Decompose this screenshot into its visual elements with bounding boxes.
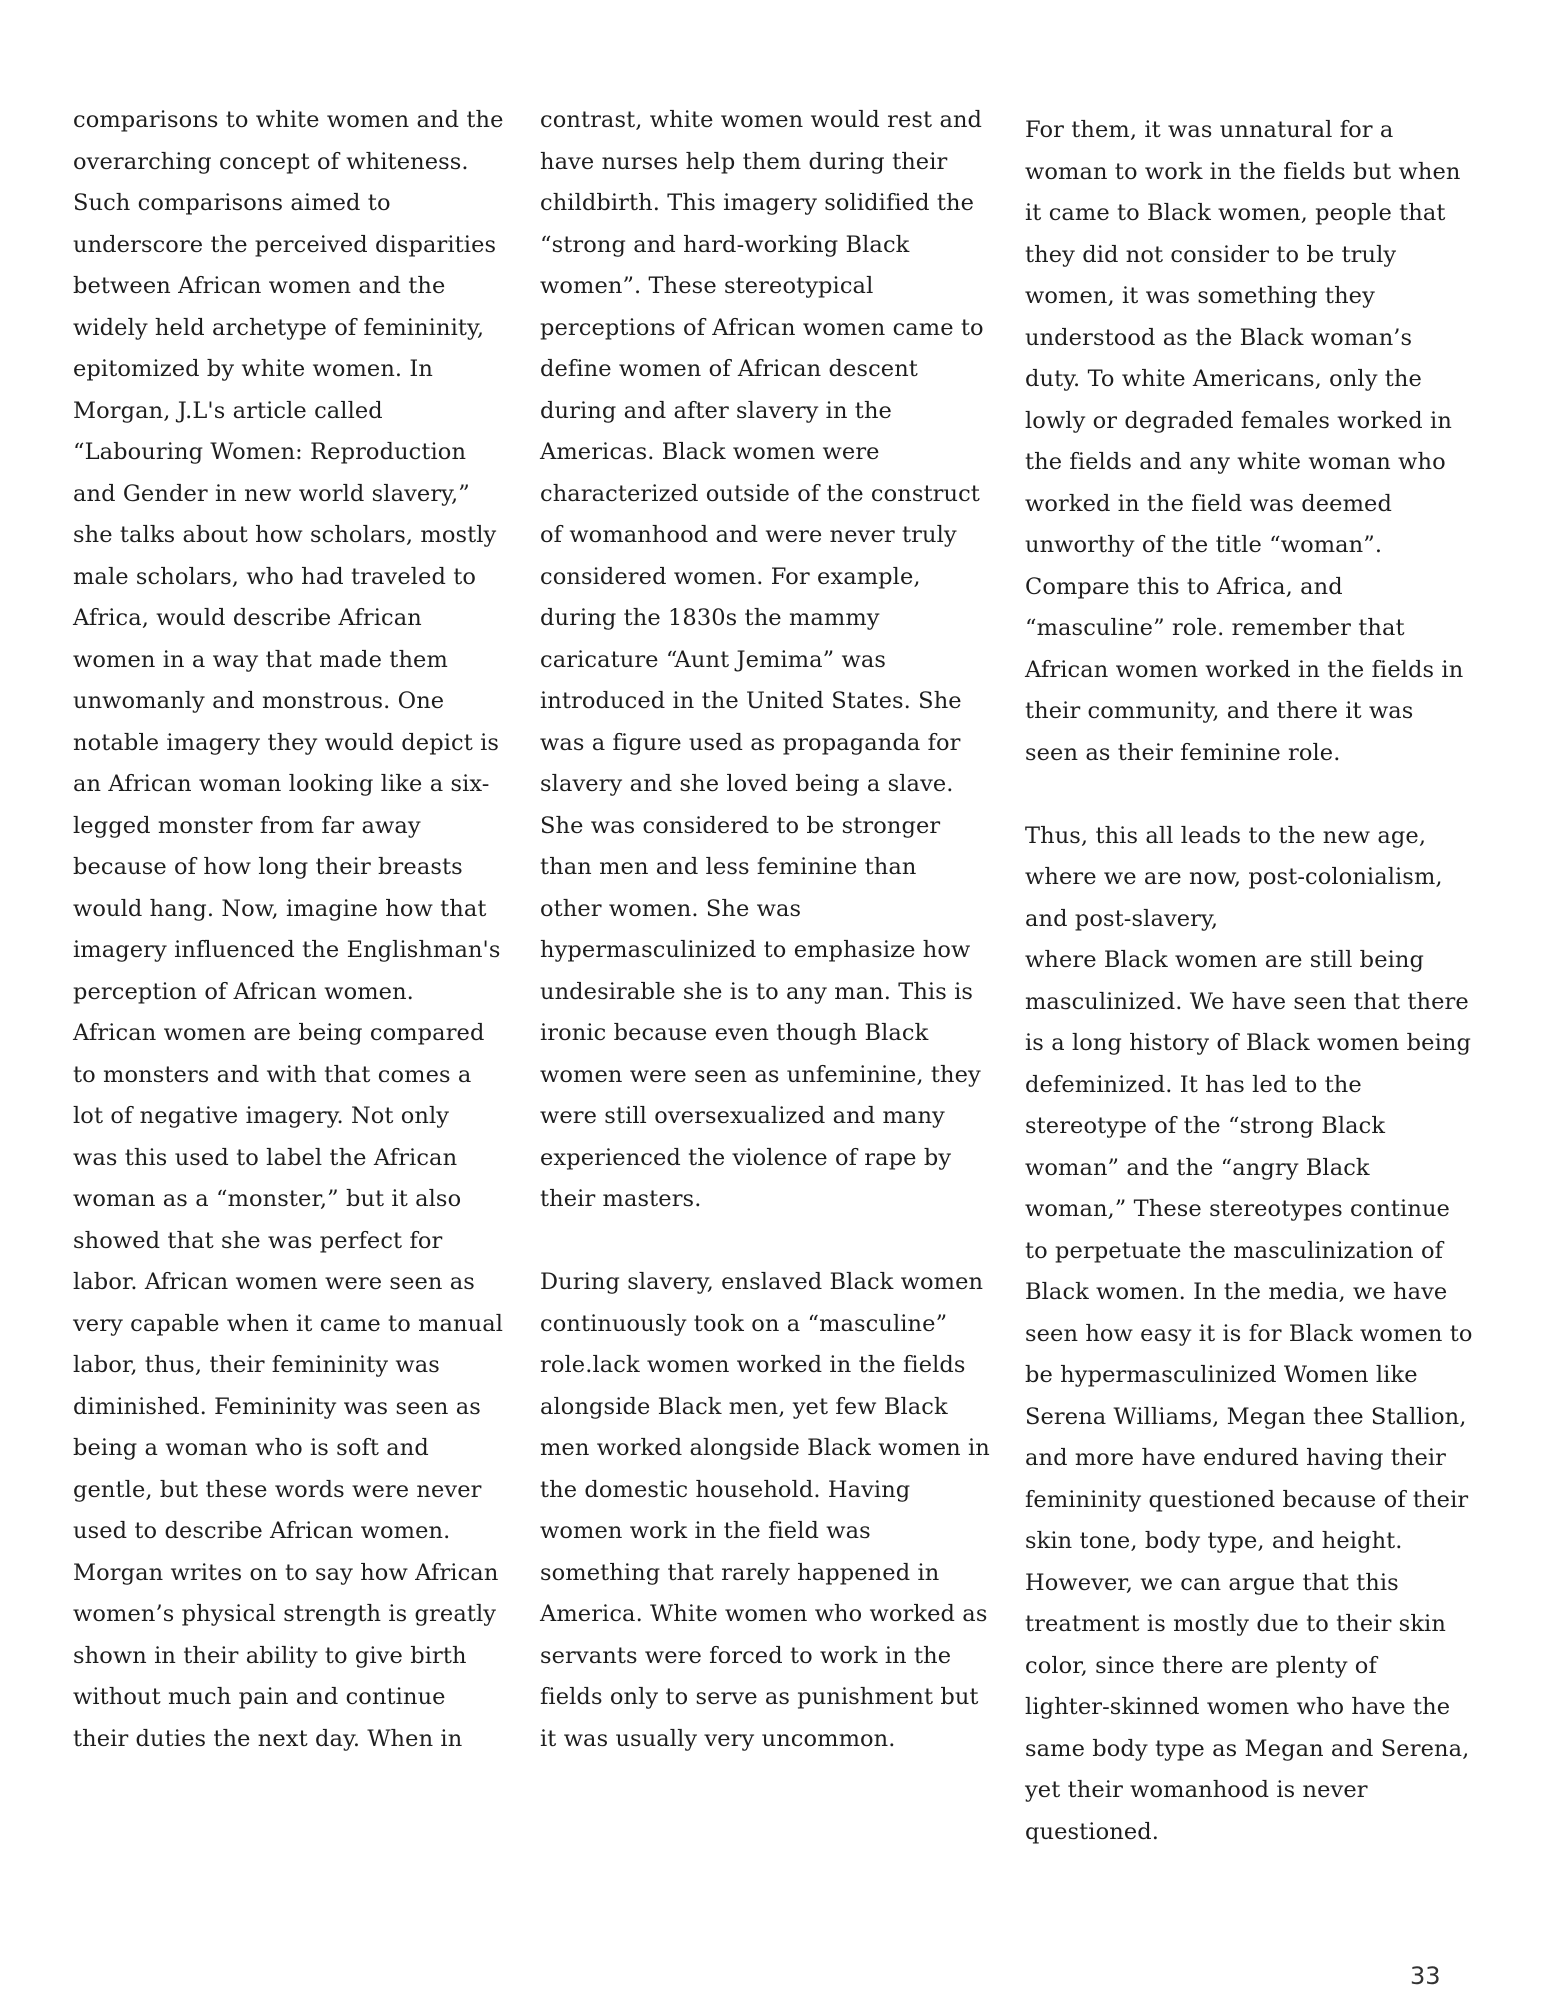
text-line: women were seen as unfeminine, they	[540, 1061, 981, 1088]
text-line: caricature “Aunt Jemima” was	[540, 646, 887, 673]
paragraph-gap	[540, 1221, 1000, 1263]
text-line: childbirth. This imagery solidified the	[540, 190, 974, 216]
text-line: servants were forced to work in the	[540, 1642, 952, 1669]
text-line: diminished. Femininity was seen as	[73, 1393, 481, 1420]
text-line: was this used to label the African	[73, 1144, 458, 1171]
text-line: continuously took on a “masculine”	[540, 1310, 948, 1337]
text-line: Serena Williams, Megan thee Stallion,	[1025, 1403, 1467, 1430]
text-line: they did not consider to be truly	[1025, 241, 1397, 268]
text-line: other women. She was	[540, 895, 802, 922]
text-line: the fields and any white woman who	[1025, 449, 1446, 475]
text-line: color, since there are plenty of	[1025, 1652, 1377, 1679]
text-line: ironic because even though Black	[540, 1020, 929, 1046]
text-line: epitomized by white women. In	[73, 356, 434, 382]
text-line: to perpetuate the masculinization of	[1025, 1237, 1444, 1264]
text-line: than men and less feminine than	[540, 854, 917, 880]
text-line: Such comparisons aimed to	[73, 190, 391, 216]
text-line: African women are being compared	[73, 1020, 485, 1046]
text-line: skin tone, body type, and height.	[1025, 1528, 1403, 1554]
text-line: understood as the Black woman’s	[1025, 324, 1413, 351]
text-line: contrast, white women would rest and	[540, 107, 983, 133]
text-line: stereotype of the “strong Black	[1025, 1113, 1386, 1139]
text-line: “Labouring Women: Reproduction	[73, 439, 467, 465]
text-line: duty. To white Americans, only the	[1025, 366, 1422, 392]
text-line: their duties the next day. When in	[73, 1725, 463, 1752]
text-line: lighter-skinned women who have the	[1025, 1694, 1451, 1720]
text-line: defeminized. It has led to the	[1025, 1071, 1362, 1098]
text-line: femininity questioned because of their	[1025, 1486, 1469, 1513]
text-line: woman,” These stereotypes continue	[1025, 1196, 1450, 1222]
text-line: labor, thus, their femininity was	[73, 1352, 440, 1378]
text-line: would hang. Now, imagine how that	[73, 895, 487, 922]
text-line: woman to work in the fields but when	[1025, 158, 1461, 185]
text-line: women, it was something they	[1025, 283, 1375, 309]
text-line: unwomanly and monstrous. One	[73, 688, 445, 714]
text-line: imagery influenced the Englishman's	[73, 937, 501, 963]
text-line: Africa, would describe African	[73, 605, 422, 631]
text-line: have nurses help them during their	[540, 148, 948, 175]
text-line: experienced the violence of rape by	[540, 1144, 952, 1171]
text-line: labor. African women were seen as	[73, 1269, 475, 1295]
text-line: underscore the perceived disparities	[73, 231, 497, 258]
text-line: During slavery, enslaved Black women	[540, 1269, 984, 1295]
text-line: during and after slavery in the	[540, 397, 892, 424]
text-line: their masters.	[540, 1186, 702, 1212]
column-3-paragraph-1	[1025, 110, 1495, 774]
text-line: men worked alongside Black women in	[540, 1435, 990, 1461]
text-line: African women worked in the fields in	[1025, 656, 1464, 683]
text-line: of womanhood and were never truly	[540, 522, 957, 548]
text-line: undesirable she is to any man. This is	[540, 978, 974, 1005]
text-line: women work in the field was	[540, 1518, 871, 1544]
text-line: Americas. Black women were	[540, 439, 880, 465]
text-column-1	[73, 100, 513, 1760]
text-column-3	[1025, 110, 1495, 1853]
text-line: very capable when it came to manual	[73, 1310, 504, 1337]
text-line: lowly or degraded females worked in	[1025, 407, 1452, 434]
text-line: women in a way that made them	[73, 646, 448, 673]
text-line: where Black women are still being	[1025, 947, 1424, 973]
text-line: she talks about how scholars, mostly	[73, 522, 497, 548]
text-line: worked in the field was deemed	[1025, 490, 1392, 517]
text-line: was a figure used as propaganda for	[540, 729, 961, 756]
text-line: role.lack women worked in the fields	[540, 1352, 966, 1378]
text-line: slavery and she loved being a slave.	[540, 771, 954, 797]
text-line: legged monster from far away	[73, 812, 421, 839]
text-line: questioned.	[1025, 1818, 1160, 1845]
text-line: woman” and the “angry Black	[1025, 1154, 1370, 1181]
text-line: male scholars, who had traveled to	[73, 563, 477, 590]
text-line: during the 1830s the mammy	[540, 605, 880, 631]
text-line: seen how easy it is for Black women to	[1025, 1320, 1473, 1347]
text-line: be hypermasculinized Women like	[1025, 1362, 1418, 1388]
text-line: same body type as Megan and Serena,	[1025, 1735, 1470, 1762]
text-line: their community, and there it was	[1025, 698, 1414, 724]
text-line: Compare this to Africa, and	[1025, 573, 1343, 600]
text-line: something that rarely happened in	[540, 1559, 940, 1586]
text-line: lot of negative imagery. Not only	[73, 1103, 450, 1129]
text-line: used to describe African women.	[73, 1518, 451, 1544]
text-line: being a woman who is soft and	[73, 1435, 429, 1461]
text-line: She was considered to be stronger	[540, 812, 941, 839]
text-line: comparisons to white women and the	[73, 107, 504, 133]
column-2-paragraph-2	[540, 1262, 1000, 1760]
text-line: fields only to serve as punishment but	[540, 1684, 979, 1710]
text-line: “masculine” role. remember that	[1025, 615, 1405, 641]
text-line: hypermasculinized to emphasize how	[540, 937, 971, 963]
text-line: notable imagery they would depict is	[73, 729, 500, 756]
text-line: Morgan writes on to say how African	[73, 1559, 499, 1586]
text-line: Thus, this all leads to the new age,	[1025, 822, 1427, 849]
text-line: and more have endured having their	[1025, 1445, 1447, 1471]
text-line: perceptions of African women came to	[540, 314, 984, 341]
column-2-paragraph-1	[540, 100, 1000, 1221]
text-line: and post-slavery,	[1025, 905, 1219, 932]
text-line: because of how long their breasts	[73, 854, 463, 880]
text-line: Black women. In the media, we have	[1025, 1279, 1448, 1305]
text-line: widely held archetype of femininity,	[73, 314, 485, 341]
text-line: an African woman looking like a six-	[73, 771, 490, 797]
page-number: 33	[1410, 1962, 1441, 1990]
text-line: shown in their ability to give birth	[73, 1642, 467, 1669]
text-line: alongside Black men, yet few Black	[540, 1393, 948, 1420]
text-line: perception of African women.	[73, 978, 414, 1005]
text-line: treatment is mostly due to their skin	[1025, 1611, 1446, 1637]
text-line: and Gender in new world slavery,”	[73, 480, 470, 507]
text-line: between African women and the	[73, 273, 446, 299]
text-column-2	[540, 100, 1000, 1760]
text-line: considered women. For example,	[540, 563, 921, 590]
text-line: it came to Black women, people that	[1025, 200, 1446, 226]
text-line: gentle, but these words were never	[73, 1476, 482, 1503]
text-line: the domestic household. Having	[540, 1476, 911, 1503]
text-line: overarching concept of whiteness.	[73, 148, 469, 175]
text-line: America. White women who worked as	[540, 1601, 988, 1627]
text-line: to monsters and with that comes a	[73, 1061, 472, 1088]
column-1-paragraph	[73, 100, 513, 1760]
text-line: “strong and hard-working Black	[540, 231, 910, 258]
text-line: women”. These stereotypical	[540, 273, 874, 299]
text-line: woman as a “monster,” but it also	[73, 1186, 462, 1212]
text-line: seen as their feminine role.	[1025, 739, 1341, 766]
text-line: characterized outside of the construct	[540, 480, 980, 507]
text-line: masculinized. We have seen that there	[1025, 988, 1469, 1015]
text-line: unworthy of the title “woman”.	[1025, 532, 1383, 558]
text-line: women’s physical strength is greatly	[73, 1601, 497, 1627]
text-line: showed that she was perfect for	[73, 1227, 443, 1254]
text-line: where we are now, post-colonialism,	[1025, 864, 1443, 890]
text-line: However, we can argue that this	[1025, 1569, 1399, 1596]
text-line: it was usually very uncommon.	[540, 1725, 896, 1752]
column-3-paragraph-2	[1025, 816, 1495, 1854]
paragraph-gap	[1025, 774, 1495, 816]
text-line: yet their womanhood is never	[1025, 1777, 1368, 1803]
text-line: were still oversexualized and many	[540, 1103, 945, 1129]
text-line: is a long history of Black women being	[1025, 1030, 1471, 1056]
text-line: define women of African descent	[540, 356, 918, 382]
text-line: without much pain and continue	[73, 1684, 446, 1710]
text-line: For them, it was unnatural for a	[1025, 117, 1394, 143]
text-line: introduced in the United States. She	[540, 688, 962, 714]
text-line: Morgan, J.L's article called	[73, 397, 383, 424]
